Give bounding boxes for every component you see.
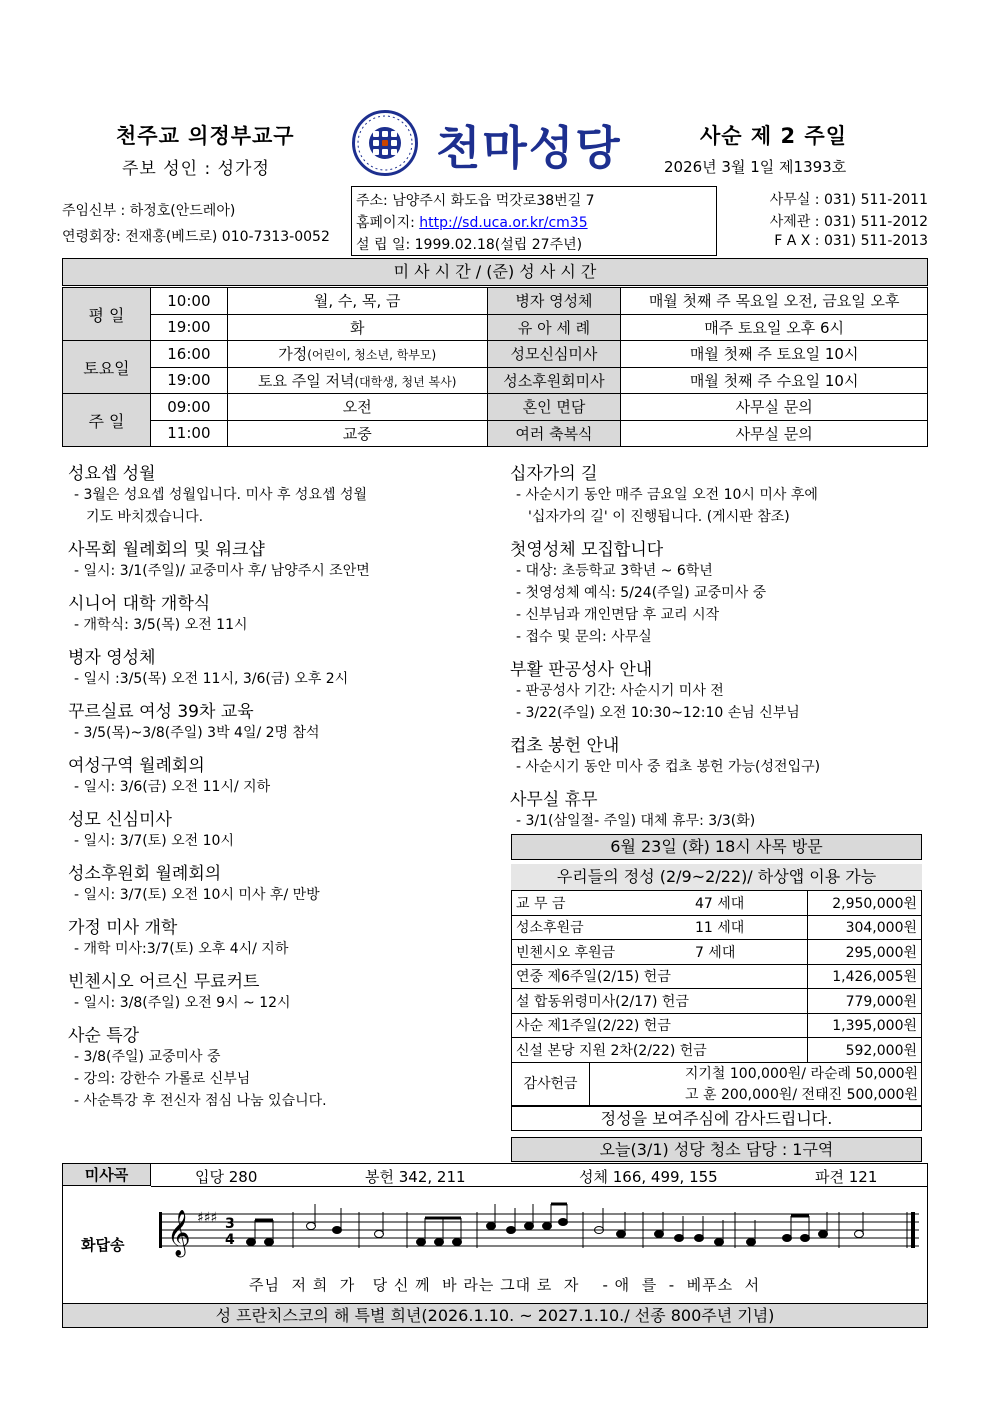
donations-table — [511, 890, 922, 1063]
parish-name: 천마성당 — [436, 121, 622, 175]
time-sig-bottom: 4 — [225, 1232, 235, 1248]
mass-time: 16:00 — [150, 341, 227, 368]
homepage-label: 홈페이지: — [356, 215, 420, 231]
mass-desc: 월, 수, 목, 금 — [227, 288, 487, 315]
donation-row — [512, 891, 922, 916]
announcement-title: 사목회 월례회의 및 워크샵 — [68, 540, 265, 560]
announcement — [68, 697, 488, 744]
patron-saint: 주보 성인 : 성가정 — [122, 159, 270, 179]
psalm-sheet-music — [159, 1200, 919, 1262]
donation-amount: 1,426,005원 — [808, 964, 922, 989]
announcement-line: - 대상: 초등학교 3학년 ~ 6학년 — [516, 563, 713, 579]
announcement — [68, 913, 488, 960]
announcement-title: 십자가의 길 — [510, 464, 598, 484]
sacrament-label: 여러 축복식 — [487, 420, 621, 447]
sunday-title: 사순 제 2 주일 — [700, 124, 847, 148]
donation-label: 교 무 금 — [512, 891, 691, 916]
fax-number: F A X : 031) 511-2013 — [774, 233, 928, 249]
announcement-line: '십자가의 길' 이 진행됩니다. (게시판 참조) — [528, 509, 790, 525]
announcement-line: - 3월은 성요셉 성월입니다. 미사 후 성요셉 성월 — [74, 487, 367, 503]
council-head: 연령회장: 전재홍(베드로) 010-7313-0052 — [62, 229, 330, 245]
announcement-line: - 3/5(목)~3/8(주일) 3박 4일/ 2명 참석 — [74, 725, 320, 741]
announcement-line: - 첫영성체 예식: 5/24(주일) 교중미사 중 — [516, 585, 767, 601]
hymn-entrance: 입당 280 — [195, 1168, 258, 1186]
mass-time: 19:00 — [150, 367, 227, 394]
pastor-name: 주임신부 : 하정호(안드레아) — [62, 203, 236, 219]
announcement-line: - 3/1(삼일절- 주일) 대체 휴무: 3/3(화) — [516, 813, 756, 829]
announcement-title: 부활 판공성사 안내 — [510, 660, 653, 680]
schedule-row — [63, 394, 928, 421]
thanks-offering — [511, 1062, 922, 1106]
announcement-title: 성요셉 성월 — [68, 464, 156, 484]
announcement — [510, 731, 928, 778]
sacrament-desc: 사무실 문의 — [621, 420, 928, 447]
day-label: 주 일 — [63, 394, 151, 447]
announcement — [68, 1021, 488, 1112]
cleaning-duty: 오늘(3/1) 성당 청소 담당 : 1구역 — [511, 1137, 922, 1162]
donation-row — [512, 915, 922, 940]
donation-amount: 2,950,000원 — [808, 891, 922, 916]
mass-desc — [227, 341, 487, 368]
announcements-right — [510, 452, 928, 832]
donation-label: 연중 제6주일(2/15) 헌금 — [512, 964, 808, 989]
announcement-line: - 일시: 3/7(토) 오전 10시 — [74, 833, 234, 849]
sacrament-label: 병자 영성체 — [487, 288, 621, 315]
day-label: 토요일 — [63, 341, 151, 394]
announcement-line: - 사순특강 후 전신자 점심 나눔 있습니다. — [74, 1093, 327, 1109]
sacrament-desc: 매월 첫째 주 목요일 오전, 금요일 오후 — [621, 288, 928, 315]
schedule-row — [63, 288, 928, 315]
schedule-title — [62, 258, 928, 286]
announcement-title: 성소후원회 월례회의 — [68, 864, 222, 884]
announcement — [68, 643, 488, 690]
day-label: 평 일 — [63, 288, 151, 341]
jubilee-footer: 성 프란치스코의 해 특별 희년(2026.1.10. ~ 2027.1.10./ 선종 800주년 기념) — [62, 1303, 928, 1328]
announcement-line: - 3/22(주일) 오전 10:30~12:10 손님 신부님 — [516, 705, 800, 721]
announcement-line: 기도 바치겠습니다. — [86, 509, 204, 525]
announcement-title: 컵초 봉헌 안내 — [510, 736, 620, 756]
donation-label: 성소후원금 — [512, 915, 691, 940]
donation-label: 빈첸시오 후원금 — [512, 940, 691, 965]
announcement — [68, 751, 488, 798]
office-phone: 사무실 : 031) 511-2011 — [769, 192, 928, 208]
sacrament-label: 성모신심미사 — [487, 341, 621, 368]
thanks-line: 고 훈 200,000원/ 전태진 500,000원 — [685, 1087, 918, 1103]
mass-desc-sub: (어린이, 청소년, 학부모) — [307, 348, 437, 363]
founded-date: 설 립 일: 1999.02.18(설립 27주년) — [356, 237, 583, 253]
thanks-label: 감사헌금 — [512, 1063, 590, 1105]
homepage-link[interactable]: http://sd.uca.or.kr/cm35 — [419, 215, 588, 231]
donation-amount: 779,000원 — [808, 989, 922, 1014]
announcement-line: - 일시: 3/6(금) 오전 11시/ 지하 — [74, 779, 271, 795]
music-notes — [247, 1204, 914, 1248]
mass-desc-sub: (대학생, 청년 복사) — [354, 374, 457, 389]
issue-date: 2026년 3월 1일 제1393호 — [664, 158, 847, 176]
announcement-title: 병자 영성체 — [68, 648, 156, 668]
announcement-line: - 3/8(주일) 교중미사 중 — [74, 1049, 221, 1065]
announcement-line: - 개학 미사:3/7(토) 오후 4시/ 지하 — [74, 941, 289, 957]
schedule-row — [63, 314, 928, 341]
donation-amount: 295,000원 — [808, 940, 922, 965]
mass-time: 09:00 — [150, 394, 227, 421]
rectory-phone: 사제관 : 031) 511-2012 — [769, 214, 928, 230]
diocese-title: 천주교 의정부교구 — [116, 124, 295, 148]
announcement-line: - 강의: 강한수 가롤로 신부님 — [74, 1071, 251, 1087]
music-section — [62, 1163, 928, 1304]
announcement — [68, 805, 488, 852]
address: 주소: 남양주시 화도읍 먹갓로38번길 7 — [356, 193, 595, 209]
donation-row — [512, 989, 922, 1014]
mass-desc — [227, 367, 487, 394]
schedule-row — [63, 367, 928, 394]
donation-row — [512, 1013, 922, 1038]
sacrament-desc: 매월 첫째 주 토요일 10시 — [621, 341, 928, 368]
donation-amount: 592,000원 — [808, 1038, 922, 1063]
mass-desc-main: 가정 — [278, 345, 308, 364]
sacrament-label: 혼인 면담 — [487, 394, 621, 421]
thanks-line: 지기철 100,000원/ 라순례 50,000원 — [684, 1066, 918, 1082]
announcement — [510, 785, 928, 832]
info-section — [62, 186, 928, 256]
announcements-left — [68, 452, 488, 1112]
mass-desc: 화 — [227, 314, 487, 341]
hymn-offertory: 봉헌 342, 211 — [365, 1168, 466, 1186]
announcement-line: - 접수 및 문의: 사무실 — [516, 629, 652, 645]
key-signature-icon: ♯♯♯ — [197, 1210, 218, 1226]
mass-time: 11:00 — [150, 420, 227, 447]
donation-count: 11 세대 — [691, 915, 808, 940]
visit-banner: 6월 23일 (화) 18시 사목 방문 — [511, 834, 922, 860]
announcement-title: 첫영성체 모집합니다 — [510, 540, 664, 560]
schedule-row — [63, 341, 928, 368]
donation-count: 47 세대 — [691, 891, 808, 916]
logo-ring-text-icon — [352, 110, 418, 176]
announcement — [510, 459, 928, 528]
announcement — [510, 535, 928, 648]
announcement-title: 꾸르실료 여성 39차 교육 — [68, 702, 254, 722]
announcement-line: - 일시: 3/7(토) 오전 10시 미사 후/ 만방 — [74, 887, 320, 903]
homepage-row — [356, 212, 588, 232]
sacrament-label: 유 아 세 례 — [487, 314, 621, 341]
donation-row — [512, 964, 922, 989]
announcement — [68, 459, 488, 528]
announcement-title: 사무실 휴무 — [510, 790, 598, 810]
mass-desc-main: 토요 주일 저녁 — [257, 371, 355, 390]
announcement-title: 시니어 대학 개학식 — [68, 594, 211, 614]
parish-logo — [352, 110, 418, 176]
announcement — [68, 967, 488, 1014]
announcement-title: 성모 신심미사 — [68, 810, 172, 830]
announcement — [68, 535, 488, 582]
donation-label: 신설 본당 지원 2차(2/22) 헌금 — [512, 1038, 808, 1063]
time-sig-top: 3 — [225, 1216, 235, 1232]
sacrament-desc: 매주 토요일 오후 6시 — [621, 314, 928, 341]
announcement-line: - 사순시기 동안 미사 중 컵초 봉헌 가능(성전입구) — [516, 759, 821, 775]
donation-row — [512, 1038, 922, 1063]
schedule-table — [62, 287, 928, 447]
address-box — [351, 186, 717, 256]
announcement-line: - 사순시기 동안 매주 금요일 오전 10시 미사 후에 — [516, 487, 818, 503]
announcement-line: - 일시 :3/5(목) 오전 11시, 3/6(금) 오후 2시 — [74, 671, 349, 687]
announcement-line: - 판공성사 기간: 사순시기 미사 전 — [516, 683, 724, 699]
donation-label: 설 합동위령미사(2/17) 헌금 — [512, 989, 808, 1014]
announcement-line: - 일시: 3/8(주일) 오전 9시 ~ 12시 — [74, 995, 291, 1011]
schedule-row — [63, 420, 928, 447]
announcement — [68, 589, 488, 636]
mass-time: 19:00 — [150, 314, 227, 341]
donation-label: 사순 제1주일(2/22) 헌금 — [512, 1013, 808, 1038]
donation-amount: 304,000원 — [808, 915, 922, 940]
announcement — [68, 859, 488, 906]
treble-clef-icon: 𝄞 — [167, 1210, 191, 1256]
sacrament-desc: 매월 첫째 주 수요일 10시 — [621, 367, 928, 394]
hymn-communion: 성체 166, 499, 155 — [579, 1168, 718, 1186]
donation-amount: 1,395,000원 — [808, 1013, 922, 1038]
hymn-recessional: 파견 121 — [815, 1168, 878, 1186]
announcement — [510, 655, 928, 724]
donation-row — [512, 940, 922, 965]
mass-desc: 교중 — [227, 420, 487, 447]
announcement-title: 여성구역 월례회의 — [68, 756, 205, 776]
gratitude-note: 정성을 보여주심에 감사드립니다. — [511, 1106, 922, 1131]
donation-count: 7 세대 — [691, 940, 808, 965]
mass-desc: 오전 — [227, 394, 487, 421]
psalm-label: 화답송 — [81, 1236, 125, 1254]
announcement-line: - 개학식: 3/5(목) 오전 11시 — [74, 617, 248, 633]
mass-time: 10:00 — [150, 288, 227, 315]
psalm-lyrics: 주님 저 희 가 당 신 께 바 라는 그대 로 자 - 애 를 - 베푸소 서 — [249, 1276, 761, 1294]
announcement-title: 사순 특강 — [68, 1026, 140, 1046]
announcement-line: - 신부님과 개인면담 후 교리 시작 — [516, 607, 720, 623]
announcement-line: - 일시: 3/1(주일)/ 교중미사 후/ 남양주시 조안면 — [74, 563, 370, 579]
announcement-title: 가정 미사 개학 — [68, 918, 178, 938]
announcement-title: 빈첸시오 어르신 무료커트 — [68, 972, 260, 992]
sacrament-desc: 사무실 문의 — [621, 394, 928, 421]
music-label: 미사곡 — [63, 1164, 151, 1186]
donations-title: 우리들의 정성 (2/9~2/22)/ 하상앱 이용 가능 — [511, 864, 922, 890]
sacrament-label: 성소후원회미사 — [487, 367, 621, 394]
schedule-title-text: 미 사 시 간 / (준) 성 사 시 간 — [393, 262, 597, 281]
